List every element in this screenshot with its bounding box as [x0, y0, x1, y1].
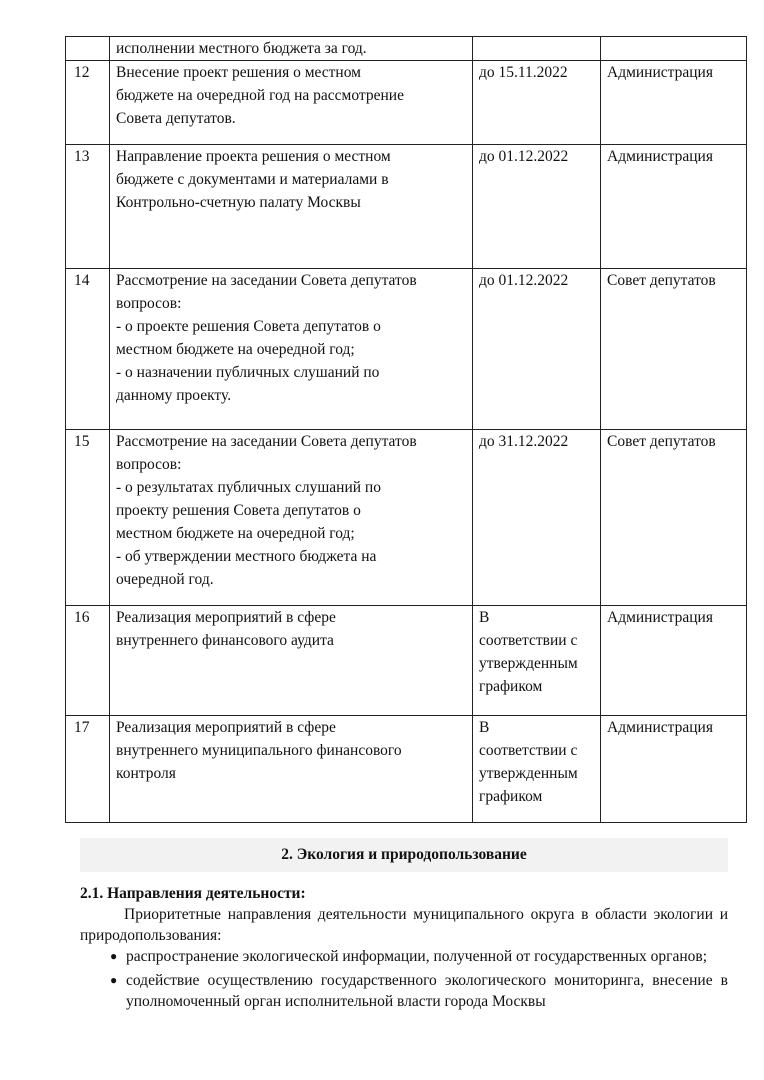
- task-text: исполнении местного бюджета за год.: [110, 37, 473, 61]
- task-text: Реализация мероприятий в сфере внутреннего муниципального финансового контроля: [110, 716, 473, 823]
- deadline: В соответствии с утвержденным графиком: [473, 716, 601, 823]
- plan-table: [65, 36, 747, 823]
- table-row: [66, 37, 747, 61]
- task-text: Рассмотрение на заседании Совета депутатов вопросов: - о результатах публичных слушаний по проекту решения Совета депутатов о местном бюджете на очередной год; - об утверждении местного бюджета на очередной год.: [110, 430, 473, 606]
- list-item: [80, 946, 728, 967]
- task-text: Внесение проект решения о местном бюджете на очередной год на рассмотрение Совета депутатов.: [110, 61, 473, 145]
- table-row: [66, 716, 747, 823]
- row-number: 14: [66, 269, 110, 430]
- directions-list: [80, 946, 728, 1015]
- deadline: до 01.12.2022: [473, 269, 601, 430]
- row-number: 13: [66, 145, 110, 269]
- responsible: Администрация: [601, 145, 747, 269]
- responsible: Администрация: [601, 606, 747, 716]
- row-number: 15: [66, 430, 110, 606]
- deadline: до 15.11.2022: [473, 61, 601, 145]
- bullet-icon: ●: [110, 973, 118, 987]
- responsible: [601, 37, 747, 61]
- deadline: В соответствии с утвержденным графиком: [473, 606, 601, 716]
- responsible: Совет депутатов: [601, 430, 747, 606]
- list-item-text: распространение экологической информации, полученной от государственных органов;: [126, 948, 708, 965]
- table-row: [66, 269, 747, 430]
- list-item-text: содействие осуществлению государственного экологического мониторинга, внесение в уполномоченный орган исполнительной власти города Москвы: [126, 972, 728, 1010]
- task-text: Рассмотрение на заседании Совета депутатов вопросов: - о проекте решения Совета депутатов о местном бюджете на очередной год; - о назначении публичных слушаний по данному проекту.: [110, 269, 473, 430]
- deadline: до 31.12.2022: [473, 430, 601, 606]
- task-text: Направление проекта решения о местном бюджете с документами и материалами в Контрольно-счетную палату Москвы: [110, 145, 473, 269]
- responsible: Администрация: [601, 61, 747, 145]
- intro-paragraph: Приоритетные направления деятельности муниципального округа в области экологии и природопользования:: [80, 906, 728, 944]
- table-row: [66, 145, 747, 269]
- list-item: [80, 970, 728, 1012]
- row-number: 12: [66, 61, 110, 145]
- subheading: 2.1. Направления деятельности:: [80, 885, 306, 902]
- row-number: [66, 37, 110, 61]
- deadline: до 01.12.2022: [473, 145, 601, 269]
- row-number: 16: [66, 606, 110, 716]
- table-row: [66, 430, 747, 606]
- bullet-icon: ●: [110, 949, 118, 963]
- table-row: [66, 61, 747, 145]
- responsible: Совет депутатов: [601, 269, 747, 430]
- section-title: 2. Экология и природопользование: [80, 838, 728, 872]
- deadline: [473, 37, 601, 61]
- task-text: Реализация мероприятий в сфере внутреннего финансового аудита: [110, 606, 473, 716]
- row-number: 17: [66, 716, 110, 823]
- table-row: [66, 606, 747, 716]
- responsible: Администрация: [601, 716, 747, 823]
